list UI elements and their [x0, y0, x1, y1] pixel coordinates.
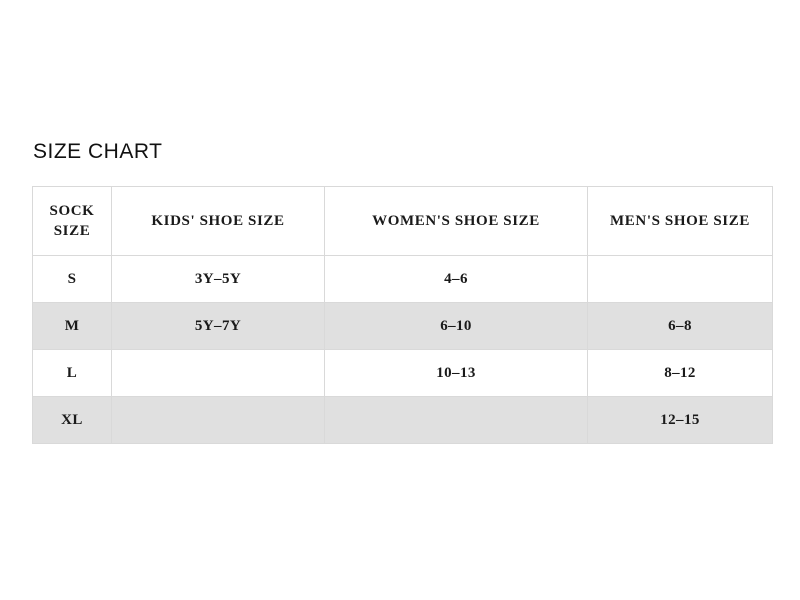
page-title: SIZE CHART — [33, 140, 163, 163]
cell-mens-shoe-size — [588, 256, 773, 303]
table-row — [33, 303, 773, 350]
column-header-sock-size — [33, 187, 112, 256]
cell-sock-size: S — [33, 256, 112, 303]
size-chart-table — [32, 186, 773, 444]
cell-mens-shoe-size: 8–12 — [588, 350, 773, 397]
cell-kids-shoe-size: 3Y–5Y — [112, 256, 325, 303]
table-body — [33, 256, 773, 444]
column-header-sock-size-line1: SOCK — [49, 202, 95, 219]
cell-womens-shoe-size — [325, 397, 588, 444]
cell-sock-size: M — [33, 303, 112, 350]
table-row — [33, 350, 773, 397]
table-header — [33, 187, 773, 256]
table-row — [33, 256, 773, 303]
cell-mens-shoe-size: 12–15 — [588, 397, 773, 444]
cell-womens-shoe-size: 4–6 — [325, 256, 588, 303]
cell-womens-shoe-size: 6–10 — [325, 303, 588, 350]
column-header-kids-shoe-size: KIDS' SHOE SIZE — [112, 187, 325, 256]
table-row — [33, 397, 773, 444]
cell-sock-size: L — [33, 350, 112, 397]
column-header-mens-shoe-size: MEN'S SHOE SIZE — [588, 187, 773, 256]
cell-kids-shoe-size — [112, 397, 325, 444]
column-header-womens-shoe-size: WOMEN'S SHOE SIZE — [325, 187, 588, 256]
table-header-row — [33, 187, 773, 256]
column-header-sock-size-line2: SIZE — [53, 223, 91, 239]
cell-womens-shoe-size: 10–13 — [325, 350, 588, 397]
cell-kids-shoe-size — [112, 350, 325, 397]
cell-mens-shoe-size: 6–8 — [588, 303, 773, 350]
cell-kids-shoe-size: 5Y–7Y — [112, 303, 325, 350]
cell-sock-size: XL — [33, 397, 112, 444]
